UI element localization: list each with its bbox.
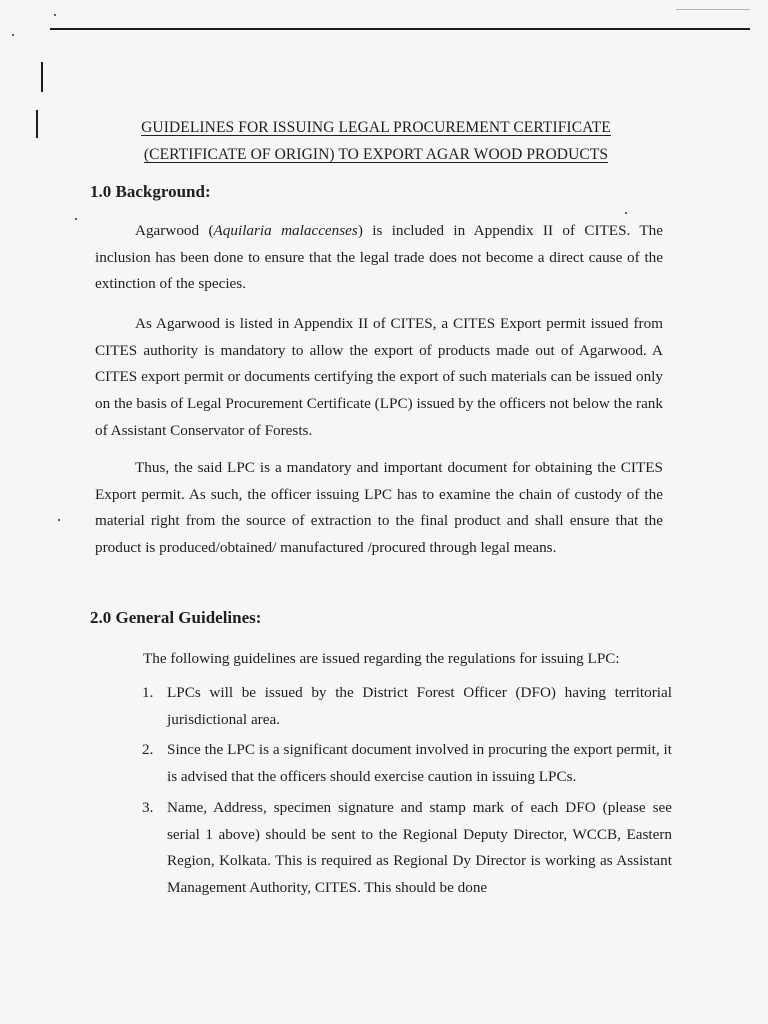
list-item-number: 1. bbox=[142, 684, 154, 701]
header-rule-faint bbox=[676, 9, 750, 10]
list-item-text: LPCs will be issued by the District Forest Officer (DFO) having territorial jurisdictional area. bbox=[167, 684, 672, 728]
margin-mark-lower bbox=[36, 110, 38, 138]
scan-speck bbox=[58, 519, 60, 521]
background-paragraph-2: As Agarwood is listed in Appendix II of CITES, a CITES Export permit issued from CITES authority is mandatory to allow the export of products made out of Agarwood. A CITES export permit or documents certifying the export of such materials can be issued only on the basis of Legal Procurement Certificate (LPC) issued by the officers not below the rank of Assistant Conservator of Forests. bbox=[95, 315, 663, 439]
paragraph-1-start: Agarwood ( bbox=[135, 222, 214, 239]
header-rule bbox=[50, 28, 750, 30]
scan-speck bbox=[12, 34, 14, 36]
margin-mark-upper bbox=[41, 62, 43, 92]
paragraph-1-rest: ) is included in Appendix II of CITES. The inclusion has been done to ensure that the legal trade does not become a direct cause of the extinction of the species. bbox=[95, 222, 664, 293]
list-item-text: Since the LPC is a significant document involved in procuring the export permit, it is advised that the officers should exercise caution in issuing LPCs. bbox=[167, 741, 672, 786]
background-paragraph-1 bbox=[95, 218, 663, 298]
list-item-number: 3. bbox=[142, 798, 154, 816]
scan-speck bbox=[625, 212, 627, 214]
scan-speck bbox=[54, 14, 56, 16]
list-item-text: Name, Address, specimen signature and stamp mark of each DFO (please see serial 1 above) should be sent to the Regional Deputy Director, WCCB, Eastern Region, Kolkata. This is required as Regional Dy Director is working as Assistant Management Authority, CITES. This should be done bbox=[167, 798, 672, 896]
species-latin-name: Aquilaria malaccenses bbox=[213, 222, 358, 239]
list-item bbox=[142, 795, 672, 902]
scan-speck bbox=[75, 218, 77, 220]
list-item bbox=[142, 737, 672, 790]
list-item-number: 2. bbox=[142, 741, 154, 759]
document-title bbox=[96, 114, 656, 168]
title-line-2: (CERTIFICATE OF ORIGIN) TO EXPORT AGAR WOOD PRODUCTS bbox=[143, 146, 609, 163]
title-line-1: GUIDELINES FOR ISSUING LEGAL PROCUREMENT CERTIFICATE bbox=[141, 119, 611, 136]
background-heading: 1.0 Background: bbox=[90, 182, 211, 201]
general-guidelines-heading: 2.0 General Guidelines: bbox=[90, 608, 262, 627]
guidelines-list bbox=[142, 680, 672, 906]
background-paragraph-3: Thus, the said LPC is a mandatory and important document for obtaining the CITES Export permit. As such, the officer issuing LPC has to examine the chain of custody of the material right from the source of extraction to the final product and shall ensure that the product is produced/obtained/ manufactured /procured through legal means. bbox=[95, 459, 663, 557]
list-item bbox=[142, 680, 672, 733]
guidelines-intro: The following guidelines are issued regarding the regulations for issuing LPC: bbox=[143, 650, 620, 667]
